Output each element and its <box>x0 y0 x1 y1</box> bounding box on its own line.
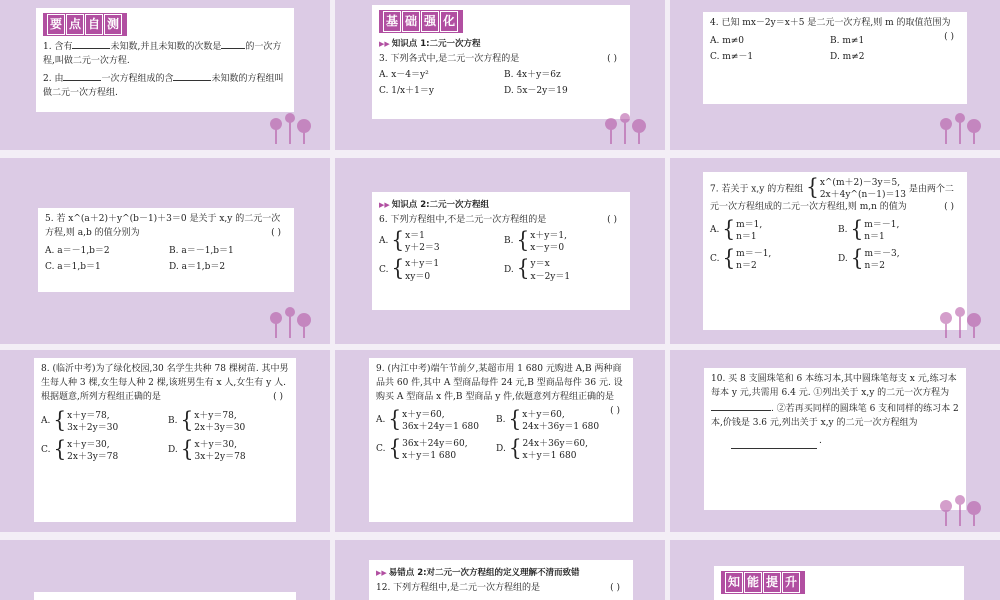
question-5: 5. 若 x^(a＋2)＋y^(b－1)＋3＝0 是关于 x,y 的二元一次方程,则 a,b 的值分别为 ( ) <box>45 214 281 238</box>
flower-decoration-icon <box>936 104 992 144</box>
option-c[interactable]: C. m≠－1 <box>710 51 754 62</box>
question-4: 4. 已知 mx－2y＝x＋5 是二元一次方程,则 m 的取值范围为 ( ) <box>710 18 954 42</box>
option-b[interactable]: B. { x＋y＝78, 2x＋3y＝30 <box>168 406 246 433</box>
option-a[interactable]: A. x－4＝y² <box>379 69 429 80</box>
option-b[interactable]: B. a＝－1,b＝1 <box>169 245 234 256</box>
slide-5[interactable] <box>335 158 665 344</box>
option-d[interactable]: D. m≠2 <box>830 51 865 62</box>
option-b[interactable]: B. { m＝－1, n＝1 <box>838 215 900 243</box>
card-q10 <box>704 368 966 510</box>
option-c[interactable]: C. 1/x＋1＝y <box>379 85 434 96</box>
slide-10[interactable] <box>0 540 330 600</box>
slide-6[interactable] <box>670 158 1000 344</box>
card-basic-strengthen <box>372 5 630 119</box>
option-d[interactable]: D. { m＝－3, n＝2 <box>838 244 900 271</box>
question-12: 12. 下列方程组中,是二元一次方程组的是 ( ) <box>376 583 620 594</box>
option-c[interactable]: C. a＝1,b＝1 <box>45 261 101 272</box>
slide-4[interactable] <box>0 158 330 344</box>
options-q4 <box>710 35 944 65</box>
answer-line-row: . <box>731 431 959 449</box>
option-c[interactable]: C. { m＝－1, n＝2 <box>710 244 772 271</box>
slide-8[interactable] <box>335 350 665 532</box>
question-1: 1. 含有 未知数,并且未知数的次数是 的一次方程,叫做二元一次方程. <box>43 39 287 69</box>
options-q6 <box>379 226 623 283</box>
option-a[interactable]: A. a＝－1,b＝2 <box>45 245 110 256</box>
option-c[interactable]: C. { x＋y＝30, 2x＋3y＝78 <box>41 435 119 463</box>
card-q12-partial <box>369 560 633 600</box>
option-a[interactable]: A. { x＋y＝78, 3x＋2y＝30 <box>41 406 119 433</box>
question-9: 9. (内江中考)端午节前夕,某超市用 1 680 元购进 A,B 两种商品共 60 件,其中 A 型商品每件 24 元,B 型商品每件 36 元. 设购买 A 型商品 x 件,B 型商品 y 件,依题意列方程组正确的是 ( ) <box>376 364 623 416</box>
option-a[interactable]: A. { x＋y＝60, 36x＋24y＝1 680 <box>376 405 479 432</box>
slide-9[interactable] <box>670 350 1000 532</box>
option-c[interactable]: C. { x＋y＝1 xy＝0 <box>379 254 440 282</box>
section-tag-ability: 知 能 提 升 <box>721 571 805 594</box>
question-8: 8. (临沂中考)为了绿化校园,30 名学生共种 78 棵树苗. 其中男生每人种 3 棵,女生每人种 2 棵,该班男生有 x 人,女生有 y 人. 根据题意,所列方程组正确的是 ( ) <box>41 364 289 402</box>
option-b[interactable]: B. { x＋y＝1, x－y＝0 <box>504 226 567 254</box>
flower-decoration-icon <box>936 486 992 526</box>
option-b[interactable]: B. m≠1 <box>830 35 865 46</box>
option-d[interactable]: D. { x＋y＝30, 3x＋2y＝78 <box>168 435 246 463</box>
flower-decoration-icon <box>266 104 322 144</box>
slide-11[interactable] <box>335 540 665 600</box>
card-q9 <box>369 358 633 522</box>
slide-7[interactable] <box>0 350 330 532</box>
flower-decoration-icon <box>936 298 992 338</box>
card-q7 <box>703 172 967 330</box>
option-a[interactable]: A. m≠0 <box>710 35 745 46</box>
options-q7 <box>710 215 960 272</box>
section-tag-self-test: 要 点 自 测 <box>43 13 127 36</box>
card-self-test <box>36 8 294 112</box>
option-d[interactable]: D. 5x－2y＝19 <box>504 85 568 96</box>
flower-decoration-icon <box>601 104 657 144</box>
option-d[interactable]: D. a＝1,b＝2 <box>169 261 226 272</box>
question-2: 2. 由 一次方程组成的含 未知数的方程组叫做二元一次方程组. <box>43 71 287 101</box>
option-d[interactable]: D. { y＝x x－2y＝1 <box>504 254 571 282</box>
card-q5 <box>38 208 294 292</box>
option-c[interactable]: C. { 36x＋24y＝60, x＋y＝1 680 <box>376 434 468 462</box>
card-q11-partial <box>34 592 296 600</box>
slide-3[interactable] <box>670 0 1000 150</box>
card-q6 <box>372 192 630 310</box>
flower-decoration-icon <box>266 298 322 338</box>
question-3: 3. 下列各式中,是二元一次方程的是 ( ) <box>379 53 617 64</box>
option-d[interactable]: D. { 24x＋36y＝60, x＋y＝1 680 <box>496 434 588 462</box>
options-q9 <box>376 405 610 463</box>
question-6: 6. 下列方程组中,不是二元一次方程组的是 ( ) <box>379 215 617 226</box>
section-tag-basic: 基 础 强 化 <box>379 10 463 33</box>
question-7: 7. 若关于 x,y 的方程组 { x^(m＋2)－3y＝5, 2x＋4y^(n－1)＝13 是由两个二元一次方程组成的二元一次方程组,则 m,n 的值为 ( ) <box>710 173 954 213</box>
slide-12[interactable] <box>670 540 1000 600</box>
question-10: 10. 买 8 支圆珠笔和 6 本练习本,其中圆珠笔每支 x 元,练习本每本 y 元,共需用 6.4 元. ①列出关于 x,y 的二元一次方程为. ②若再买同样的圆珠笔 6 支和同样的练习本 2 本,价钱是 3.6 元,列出关于 x,y 的二元一次方程组为 <box>711 374 959 428</box>
option-a[interactable]: A. { x＝1 y＋2＝3 <box>379 226 440 254</box>
card-q4 <box>703 12 967 104</box>
card-ability-improve <box>714 566 964 600</box>
error-point-2: ▶▶ 易错点 2:对二元一次方程组的定义理解不清而致错 <box>376 567 626 580</box>
card-q8 <box>34 358 296 522</box>
options-q3 <box>379 69 623 99</box>
option-b[interactable]: B. 4x＋y＝6z <box>504 69 561 80</box>
options-q8 <box>41 406 289 464</box>
knowledge-point-1: ▶▶ 知识点 1:二元一次方程 <box>379 38 623 51</box>
slide-1[interactable] <box>0 0 330 150</box>
option-a[interactable]: A. { m＝1, n＝1 <box>710 215 763 243</box>
option-b[interactable]: B. { x＋y＝60, 24x＋36y＝1 680 <box>496 405 600 432</box>
answer-line[interactable] <box>731 439 817 449</box>
knowledge-point-2: ▶▶ 知识点 2:二元一次方程组 <box>379 199 623 212</box>
options-q5 <box>45 245 287 275</box>
slide-2[interactable] <box>335 0 665 150</box>
